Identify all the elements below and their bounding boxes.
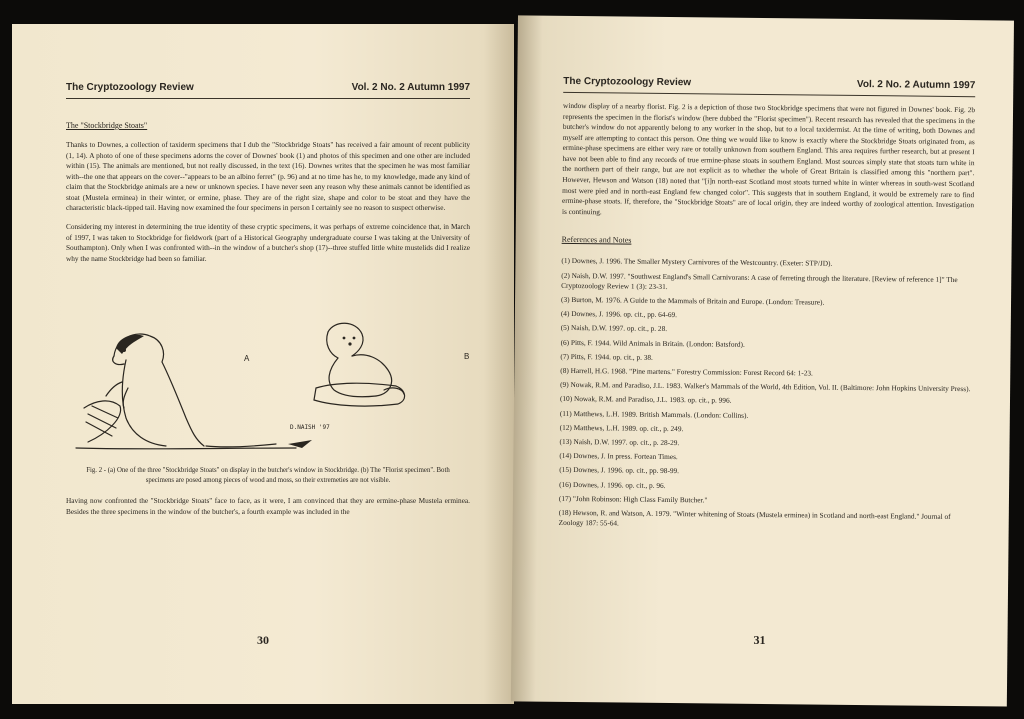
reference-item: (11) Matthews, L.H. 1989. British Mammals. (London: Collins). bbox=[559, 408, 749, 420]
reference-item: (16) Downes, J. 1996. op. cit., p. 96. bbox=[559, 479, 666, 490]
references-list bbox=[559, 256, 974, 532]
reference-item: (17) "John Robinson: High Class Family Butcher." bbox=[558, 493, 708, 505]
reference-item: (7) Pitts, F. 1944. op. cit., p. 38. bbox=[560, 351, 653, 362]
stoat-drawing bbox=[66, 278, 470, 458]
left-page bbox=[12, 24, 514, 704]
reference-item: (6) Pitts, F. 1944. Wild Animals in Britain. (London: Batsford). bbox=[560, 337, 745, 349]
reference-item: (18) Hewson, R. and Watson, A. 1979. "Winter whitening of Stoats (Mustela erminea) in Scotland and north-east England." Journal of Zoology 187: 55-64. bbox=[558, 507, 951, 528]
page-number: 30 bbox=[257, 633, 269, 647]
issue-info: Vol. 2 No. 2 Autumn 1997 bbox=[351, 82, 470, 93]
body-paragraph: Having now confronted the "Stockbridge Stoats" face to face, as it were, I am convinced that they are ermine-phase Mustela erminea. Besides the three specimens in the window of the butcher's, a fourth example was included in the bbox=[66, 496, 470, 516]
reference-item: (14) Downes, J. In press. Fortean Times. bbox=[559, 451, 678, 462]
body-paragraph: window display of a nearby florist. Fig. 2 is a depiction of those two Stockbridge specimens that were not figured in Downes' book. Fig. 2b represents the specimen in the florist's window (here dubbed the "Florist specimen"). Recent research has revealed that the specimens in the butcher's window do not apparently belong to any worker in the shop, but to a local taxidermist. At the time of writing, both Downes and myself are attempting to contact this person. One thing we would like to know is exactly where the Stockbridge Stoats originated from, as ermine-phase specimens are either very rare or totally unknown from southern England. This area requires further research, but at present I have not been able to find any records of true ermine-phase stoats in southern England. Most sources simply state that stoats turn white in the northern part of their range, but are not explicit as to whether the whole of Great Britain is classified among this "northern part". However, Hewson and Watson (18) noted that "[i]n north-east Scotland most stoats turned white in winter whereas in south-west Scotland most were pied and in north-east England few changed color". This suggests that in southern England, it would be extremely rare to find ermine-phase stoats. If, therefore, the "Stockbridge Stoats" are of local origin, they are indeed worthy of zoological attention. Investigation is continuing. bbox=[561, 100, 976, 217]
page-number: 31 bbox=[753, 632, 766, 648]
reference-item: (12) Matthews, L.H. 1989. op. cit., p. 249. bbox=[559, 422, 684, 433]
figure-2 bbox=[66, 278, 470, 458]
references-title: References and Notes bbox=[561, 235, 632, 245]
running-header bbox=[563, 76, 975, 97]
reference-item: (2) Naish, D.W. 1997. "Southwest England's Small Carnivorans: A case of ferreting through the literature. [Review of reference 1]" The Cryptozoology Review 1 (3): 23-31. bbox=[561, 270, 958, 291]
section-title: The "Stockbridge Stoats" bbox=[66, 121, 148, 130]
issue-info: Vol. 2 No. 2 Autumn 1997 bbox=[856, 78, 976, 92]
reference-item: (13) Naish, D.W. 1997. op. cit., p. 28-29. bbox=[559, 436, 680, 448]
reference-item: (15) Downes, J. 1996. op. cit., pp. 98-99. bbox=[559, 465, 680, 476]
reference-item: (1) Downes, J. 1996. The Smaller Mystery Carnivores of the Westcountry. (Exeter: STP/JD). bbox=[561, 256, 833, 269]
artist-signature: D.NAISH '97 bbox=[290, 424, 330, 432]
reference-item: (4) Downes, J. 1996. op. cit., pp. 64-69. bbox=[560, 309, 678, 320]
reference-item: (3) Burton, M. 1976. A Guide to the Mammals of Britain and Europe. (London: Treasure). bbox=[560, 294, 825, 307]
running-header bbox=[66, 82, 470, 99]
figure-label-b: B bbox=[464, 352, 470, 362]
body-paragraph: Considering my interest in determining the true identity of these cryptic specimens, it was perhaps of extreme coincidence that, in March of 1997, I was taken to Stockbridge for fieldwork (part of a Historical Geography undergraduate course I was taking at the University of Southampton). Only when I was confronted with--in the window of a butcher's shop (17)--three stuffed little white mustelids did I realize why the name Stockbridge had been so familiar. bbox=[66, 222, 470, 263]
right-page bbox=[511, 15, 1014, 706]
journal-title: The Cryptozoology Review bbox=[563, 75, 692, 89]
reference-item: (10) Nowak, R.M. and Paradiso, J.L. 1983. op. cit., p. 996. bbox=[559, 394, 732, 406]
journal-title: The Cryptozoology Review bbox=[66, 82, 194, 93]
figure-label-a: A bbox=[244, 354, 250, 364]
body-paragraph: Thanks to Downes, a collection of taxiderm specimens that I dub the "Stockbridge Stoats" has received a fair amount of recent publicity (1, 14). A photo of one of these specimens adorns the cover of Downes' book (1) and photos of this specimen and one other are included within (15). The animals are mentioned, but not really discussed, in the text (16). Downes writes that the specimen he was most familiar with--the one that appears on the cover--"appears to be an albino ferret" (p. 96) and at no time has he, to my knowledge, made any kind of claim that the Stockbridge animals are a new or unknown species. I have never seen any reason why these animals cannot be identified as stoat (Mustela erminea) in their winter, or ermine, phase. They are of the right size, shape and color to be stoat and they have the characteristic black-tipped tail. Having now examined the four specimens in person I certainly see no reason to suspect otherwise. bbox=[66, 140, 470, 213]
figure-caption: Fig. 2 - (a) One of the three "Stockbridge Stoats" on display in the butcher's window in Stockbridge. (b) The "Florist specimen". Both specimens are posed among pieces of wood and moss, so their extremeties are not visible. bbox=[86, 467, 450, 485]
reference-item: (9) Nowak, R.M. and Paradiso, J.L. 1983. Walker's Mammals of the World, 4th Edition, Vol. II. (Baltimore: John Hopkins University Press). bbox=[560, 380, 971, 394]
reference-item: (5) Naish, D.W. 1997. op. cit., p. 28. bbox=[560, 323, 668, 334]
reference-item: (8) Harrell, H.G. 1968. "Pine martens." Forestry Commission: Forest Record 64: 1-23. bbox=[560, 365, 813, 378]
